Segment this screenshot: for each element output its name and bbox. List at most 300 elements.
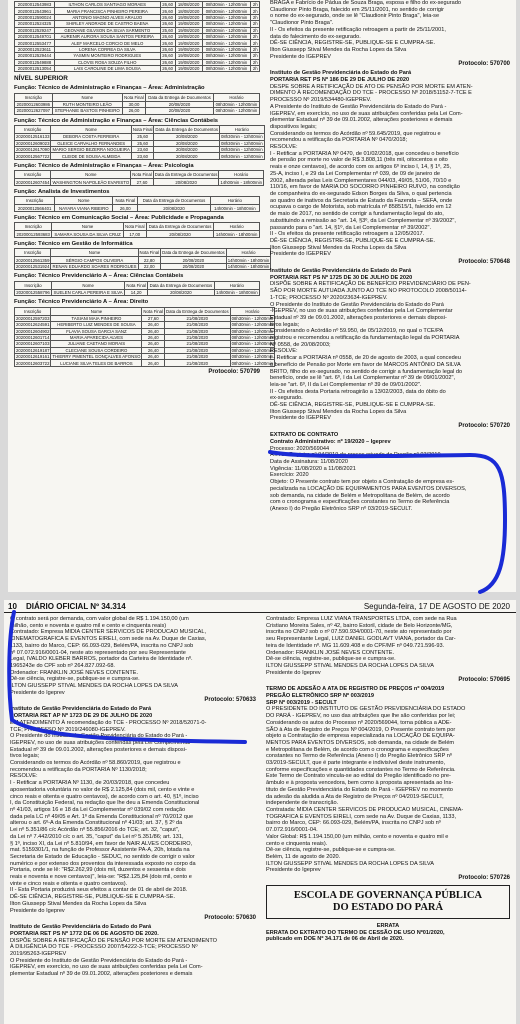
table-header-row	[15, 307, 275, 315]
text-line: constantes no Termo de Referência (Anexo I) do Pregão Eletrônico SRP nº	[266, 753, 452, 760]
table-cell: 25,60	[160, 27, 175, 33]
text-line: Portaria, onde se lê: "R$2.262,99 (dois mil, duzentos e sessenta e dois	[10, 867, 186, 874]
text-line: objeto a Contratação de empresa especializada na LOCAÇÃO DE EQUIPA-	[266, 733, 455, 740]
text-line: Presidente do IGEPREV	[270, 53, 331, 60]
table-cell: 26,40	[142, 360, 165, 366]
table-cell: SÉRGIO CAMPOS OLIVEIRA	[51, 257, 138, 263]
text-line: Valor Global: R$ 1.194.150,00 (um milhão, cento e noventa e quatro mil e	[266, 833, 449, 840]
text-line: benefício, onde se lê "art. 6º, I da Lei Complementar nº 39 de 09/01/2002",	[270, 375, 456, 382]
text-line: Data de Assinatura: 11/08/2020	[270, 459, 348, 465]
text-line: DÊ-SE CIÊNCIA, REGISTRE-SE, PUBLIQUE-SE E CUMPRA-SE.	[10, 894, 176, 901]
text-line: Legal, IVALDO KLEBER BARROS, portador da Carteira de Identidade nº.	[10, 656, 193, 663]
act-heading: PORTARIA RET AP Nº 1723 DE 29 DE JULHO DE 2020	[10, 713, 153, 720]
text-line: Considerando os autos do Processo nº 2020/569044, torna pública a ADE-	[266, 719, 452, 726]
table-row	[15, 179, 264, 185]
protocol-number: Protocolo: 570648	[458, 259, 510, 266]
section-title: Função: Técnico de Administração e Finanças – Área: Psicologia	[14, 162, 194, 169]
text-line: Presidente do Igeprev	[266, 867, 321, 874]
table-cell: 08h30min - 12h00min	[221, 153, 263, 159]
table-cell: DEBORA COSTA FERREIRA	[51, 134, 131, 140]
column-header: Nome	[55, 197, 113, 205]
column-header: Data da Entrega de Documentos	[166, 308, 229, 314]
text-line: Ilton Giussepp Stival Mendes da Rocha Lopes da Silva	[270, 244, 407, 251]
table-cell: ILTHON CARLOS SANTIAGO MORAES	[54, 2, 160, 8]
table-cell: SAMARA SOUSA DA SILVA CRUZ	[52, 231, 123, 237]
text-line: Presidente do IGEPREV	[270, 415, 331, 422]
table-cell: 25,60	[131, 140, 154, 146]
table-cell: YASMIN MONTEIRO RODRIGUES	[54, 53, 160, 59]
text-line: ocupava o cargo de Motorista, sob matrícula nº 858515/1, falecido em 12	[270, 204, 452, 211]
text-line: Dê-se ciência, registre-se, publique-se e cumpra-se.	[266, 847, 396, 854]
table-row	[15, 147, 265, 153]
table-cell: 20200012513054	[15, 65, 55, 71]
text-line: SÃO à Ata de Registro de Preços Nº 004/2019, O Presente contrato tem por	[266, 726, 456, 733]
text-line: Claudionor Pinto Braga, falecido em 25/11/2001, no sentido de corrigir	[270, 6, 445, 13]
table-cell: HERIBERTO LUIZ MENDES DE SOUSA	[51, 322, 142, 328]
protocol-number: Protocolo: 570799	[208, 368, 260, 375]
text-line: âmbulo e à proposta vencedora, bem como à proposta apresentada ao Ins-	[266, 780, 454, 787]
table-row	[15, 65, 260, 71]
table-cell: 20200012549888	[15, 59, 55, 65]
page-number: 10	[8, 602, 17, 611]
table-cell: 08h30min - 12h00min	[231, 322, 274, 328]
act-heading: PORTARIA RET PS Nº 186 DE 29 DE JULHO DE 2020	[270, 77, 410, 84]
table-cell: 21/08/2020	[165, 334, 231, 340]
term-heading: PREGÃO ELETRÔNICO SRP Nº 003/2019	[266, 693, 374, 700]
table-cell: 2h	[252, 53, 258, 59]
protocol-number: Protocolo: 570726	[458, 875, 510, 882]
table-cell: SHIRLEY ANDRADE DE CASTRO BAENA	[54, 21, 160, 27]
text-line: tituto de Gestão Previdenciária do Estado do Pará - IGEPREV no momento	[266, 786, 453, 793]
table-cell: 26,60	[160, 33, 175, 39]
table-cell: 20/08/2020	[146, 108, 214, 114]
column-header: Nome	[52, 93, 122, 101]
text-line: DÊ-SE CIÊNCIA, REGISTRE-SE, PUBLIQUE-SE E CUMPRA-SE.	[270, 402, 436, 409]
text-line: Dê-se ciência, registre-se, publique-se e cumpra-se.	[10, 676, 140, 683]
text-line: À DILIGÊNCIA DO TCE - PROCESSO 2007/54222-3-TCE; PROCESSO Nº	[10, 944, 198, 951]
text-line: RESOLVE:	[10, 773, 38, 780]
text-line: Presidente do IGEPREV	[270, 251, 331, 258]
text-line: substituindo a remissão ao "art. 14, §3º, da Lei Complementar nº 39/2002",	[270, 217, 456, 224]
table-cell: 21/08/2020	[165, 322, 231, 328]
candidate-table	[14, 1, 260, 72]
text-line: aposentadoria voluntária no valor de R$ 2.125,84 (dois mil, cento e vinte e	[10, 786, 195, 793]
text-line: Nº 0558, de 20/08/2003;	[270, 341, 331, 348]
table-cell: 20200012529247	[15, 27, 55, 33]
text-line: teira de Identidade nº. MG 11.609.408 e do CPF/MF nº 049.721.596-93.	[266, 642, 445, 649]
column-header: Inscrição	[15, 281, 52, 289]
table-cell: 08h30min - 12h00min	[213, 108, 259, 114]
table-cell: ANTONIO MAGNO ALVES ARAUJO	[54, 14, 160, 20]
table-cell: 2h	[252, 34, 258, 40]
text-line: Considerando os termos do Acórdão nº 58.860/2019, que registrou e	[10, 760, 181, 767]
table-header-row	[15, 249, 271, 257]
text-line: Presidente do Igeprev	[10, 689, 65, 696]
column-header: Inscrição	[15, 307, 51, 315]
table-cell: 20200012549701	[15, 33, 55, 39]
column-header: Data da Entrega de Documentos	[162, 250, 225, 256]
candidate-table	[14, 281, 260, 296]
table-cell: 21/08/2020	[165, 347, 231, 353]
text-line: RESOLVE:	[270, 348, 298, 355]
table-cell: THIERRY PIMENTEL GONÇALVES AFONSO	[52, 354, 141, 360]
candidate-table	[14, 93, 260, 115]
table-cell: 26,40	[142, 322, 165, 328]
text-line: ao quadro de inativos da Secretaria de Estado da Fazenda – SEFA, onde	[270, 197, 453, 204]
text-line: -IGEPREV, no uso de suas atribuições conferidas pela Lei Complementar	[270, 308, 453, 315]
table-cell: MARIA FRANCISCA PINHEIRO PEREIRA	[54, 8, 160, 14]
table-cell: 27,60	[131, 179, 154, 185]
table-header-row	[15, 223, 260, 231]
text-line: plementar Estadual nº 39 de 09.01.2002, alterações posteriores e demais	[10, 971, 193, 978]
text-line: TCE; PROCESSO Nº 2019/246080-IGEPREV.	[10, 726, 126, 733]
text-line: Contratado: Empresa MIDIA CENTER SERVICOS DE PRODUCAO MUSICAL,	[10, 629, 207, 636]
text-line: tivos legais;	[270, 321, 300, 328]
text-line: Considerando o Acórdão nº 59.950, de 05/12/2019, no qual o TCE/PA	[270, 328, 444, 335]
table-cell: 20200012543961	[15, 8, 55, 14]
text-line: 110/16, em favor de MARIA DO SOCORRO PINHEIRO RUIVO, na condição	[270, 184, 460, 191]
table-cell: 26,40	[142, 354, 165, 360]
text-line: Objeto: O Presente contrato tem por objeto a Contratação de empresa es-	[270, 479, 455, 486]
text-line: data do falecimento do ex-segurado.	[270, 33, 361, 40]
table-cell: 26,60	[160, 14, 175, 20]
table-cell: LAIS CAROLINE DE LIMA SOUSA	[54, 65, 160, 71]
table-cell: 08h30min - 12h00min	[202, 2, 251, 8]
text-line: Exercício: 2020	[270, 472, 309, 479]
bottom-right-column	[266, 616, 510, 943]
table-cell: STEPHANIE BASTOS PINHEIRO	[52, 108, 122, 114]
text-line: de companheira do ex-segurado Edson Borges da Silva, o qual pertencia	[270, 190, 452, 197]
text-line: mat. 5159301/1, na função de Professor Assistente PA-A, 20h, lotada na	[10, 847, 190, 854]
text-line: ILTON GIUSSEPP STIVAL MENDES DA ROCHA LOPES DA SILVA	[266, 662, 434, 669]
protocol-number: Protocolo: 570633	[204, 697, 256, 704]
table-cell: 26,60	[160, 59, 175, 65]
text-line: SÃO POR MORTE AUTUADA JUNTO AO TCE NO PROTOCOLO 2008/50114-	[270, 288, 467, 295]
candidate-table	[14, 196, 260, 211]
table-cell: 20200012604902	[16, 328, 50, 334]
table-cell: LORENA CORREA DA SILVA	[54, 46, 160, 52]
table-cell: 14h00min - 18h00min	[216, 289, 258, 295]
text-line: Ilton Giussepp Stival Mendes da Rocha Lopes da Silva	[270, 408, 407, 415]
table-cell: 25,60	[131, 134, 154, 140]
text-line: IGEPREV, no uso de suas atribuições conferidas pela Lei Complementar	[10, 739, 191, 746]
protocol-number: Protocolo: 570700	[458, 61, 510, 68]
text-line: DISPÕE SOBRE A RETIFICAÇÃO DE BENEFÍCIO PREVIDENCIÁRIO DE PEN-	[270, 281, 471, 288]
text-line: II - Esta Portaria produzirá seus efeitos a contar de 01 de abril de 2018.	[10, 887, 188, 894]
column-header: Horário	[210, 197, 259, 205]
candidate-table	[14, 170, 264, 185]
errata-title: ERRATA	[376, 923, 400, 930]
table-cell: 20200012607454	[16, 179, 50, 185]
column-header: Nota Final	[126, 282, 146, 288]
table-cell: ALEF MARCELO CORCIO DE MELO	[54, 40, 160, 46]
text-line: seu Representante Legal, LUIZ DANIEL GODLAVT VIANA, portador da Car-	[266, 636, 456, 643]
column-header: Horário	[214, 223, 260, 231]
table-header-row	[15, 281, 260, 289]
table-cell: 21/08/2020	[165, 328, 231, 334]
act-heading: PORTARIA RET PS Nº 1772 DE 06 DE AGOSTO DE 2020.	[10, 930, 159, 937]
text-line: bairro do Marco, CEP: 66.093-029, Belém/PA, inscrita no CNPJ sob nº	[266, 820, 441, 827]
table-cell: GEOVANE GILVSON DA SILVA SARMENTO	[54, 27, 160, 33]
text-line: numérico e por extenso dos proventos da interessada exposto no corpo da	[10, 860, 196, 867]
text-line: BRAGA e Fabrício de Pádua de Souza Braga, esposa e filho do ex-segurado	[270, 0, 461, 6]
column-header: Data da Entrega de Documentos	[154, 172, 218, 178]
top-right-column	[270, 0, 510, 513]
table-cell: 14h00min - 18h00min	[227, 257, 270, 263]
table-header-row	[15, 93, 260, 101]
level-heading: NÍVEL SUPERIOR	[14, 75, 68, 83]
table-cell: 19/08/2020	[175, 33, 202, 39]
text-line: da adesão da aludida a Ata de Registro de Preços nº 04/2019-SECULT,	[266, 793, 444, 800]
text-line: ILTON GIUSSEPP STIVAL MENDES DA ROCHA LOPES DA SILVA	[266, 860, 434, 867]
table-header-row	[15, 197, 260, 205]
institution-box	[266, 885, 510, 919]
table-cell: 14,20	[125, 289, 148, 295]
text-line: 2019/95263-IGEPREV	[10, 951, 67, 958]
act-heading: Instituto de Gestão Previdenciária do Estado do Pará	[270, 268, 412, 275]
table-cell: 08h30min - 12h00min	[202, 14, 251, 20]
table-cell: 08h30min - 12h00min	[202, 21, 251, 27]
text-line: DIMENTO À RECOMENDAÇÃO DO TCE - PROCESSO Nº 2018/51152-7-TCE E	[270, 90, 472, 97]
text-line: II - Os efeitos da presente retificação retroagem a partir de 25/11/2001,	[270, 26, 446, 33]
table-cell: 26,60	[160, 21, 175, 27]
text-line: 25-A, inciso I, e 29 da Lei Complementar nº 039, de 09 de janeiro de	[270, 170, 440, 177]
section-title: Função: Técnico em Comunicação Social – Área: Publicidade e Propaganda	[14, 214, 224, 221]
table-cell: 20200012601714	[16, 335, 50, 341]
table-cell: 20200012609023	[16, 140, 50, 146]
top-left-column	[14, 0, 274, 378]
text-line: reais e noventa e nove centavos)", leia-se: "R$2.125,84 (dois mil, cento e	[10, 874, 192, 881]
table-cell: 2h	[252, 27, 258, 33]
text-line: passando para o "art. 14, §1º, da Lei Complementar nº 39/2002".	[270, 224, 432, 231]
table-cell: 14h00min - 18h00min	[227, 263, 270, 269]
table-cell: 20200012516133	[16, 134, 50, 140]
table-cell: 19/08/2020	[175, 59, 202, 65]
section-title: Função: Técnico Previdenciário A – Área: Ciências Contábeis	[14, 273, 184, 280]
errata-line: ERRATA DO EXTRATO DO TERMO DE CESSÃO DE USO Nº01/2020,	[266, 929, 445, 936]
table-cell: 20200012566401	[15, 205, 55, 211]
text-line: o nome do ex-segurado, onde se lê "Claudionir Pinto Braga", leia-se	[270, 13, 440, 20]
table-cell: 2h	[252, 40, 258, 46]
column-header: Inscrição	[15, 126, 51, 134]
table-cell: FLAVIA SOUSA GARCIA SANZ	[51, 328, 142, 334]
text-line: O Presidente do Instituto de Gestão Previdenciária do Estado do Pará -	[10, 733, 188, 740]
text-line: O Presidente do Instituto de Gestão Previdenciária do Estado do Pará	[270, 301, 444, 308]
table-cell: NAYARA VIANA RIBEIRO	[55, 205, 113, 211]
table-row	[15, 205, 260, 211]
table-cell: 20/08/2020	[161, 263, 227, 269]
bottom-left-column	[10, 616, 256, 978]
table-cell: 08h30min - 12h00min	[231, 315, 274, 321]
table-cell: 20/08/2020	[154, 140, 220, 146]
institution-name: DO ESTADO DO PARÁ	[332, 902, 444, 914]
column-header: Nota Final	[143, 308, 164, 314]
text-line: com o cronograma e especificações constantes no Termo de Referência	[270, 499, 450, 506]
table-cell: 17,00	[123, 231, 146, 237]
text-line: EM ATENDIMENTO À recomendação do TCE - PROCESSO Nº 2018/52071-0-	[10, 719, 207, 726]
table-cell: 08h30min - 12h00min	[221, 147, 263, 153]
text-line: tivos legais;	[10, 753, 40, 760]
table-cell: 19/08/2020	[175, 27, 202, 33]
table-cell: 20200012543983	[15, 2, 55, 8]
table-cell: MARIA APARECIDA ALVES	[51, 334, 142, 340]
text-line: recomendou a retificação da PORTARIA Nº 0470/2018;	[270, 137, 408, 144]
table-cell: WASHINGTON NAPOLEÃO EVARISTO	[52, 179, 130, 185]
column-header: Inscrição	[15, 223, 52, 231]
text-line: I - Retificar a PORTARIA Nº 1130, de 20/03/2018, que concedeu	[10, 780, 170, 787]
table-cell: 20200012561359	[16, 257, 50, 263]
table-row	[15, 108, 260, 114]
text-line: reais e onze centavos), de acordo com os artigos 6º inciso I, 14, § 1º, 25,	[270, 164, 452, 171]
text-line: independente de transcrição.	[266, 800, 339, 807]
table-cell: 26,60	[160, 65, 175, 71]
table-cell: JULIANE CAETANO MORAIS	[51, 341, 142, 347]
column-header: Nome	[52, 223, 123, 231]
section-title: Função: Técnico de Administração e Finanças – Área: Ciências Contábeis	[14, 117, 219, 124]
text-line: de maio de 2017, no sentido de corrigir a fundamentação legal do ato,	[270, 211, 444, 218]
table-cell: 20/08/2020	[138, 205, 210, 211]
text-line: leia-se "art. 6º, II da Lei Complementar nº 39 de 09/01/2002".	[270, 381, 422, 388]
extract-subtitle: Contrato Administrativo: nº 19/2020 – Igeprev	[270, 438, 391, 445]
column-header: Nota Final	[139, 250, 160, 256]
text-line: Ordenador: FRANKLIN JOSÉ NEVES CONTENTE.	[10, 669, 139, 676]
table-cell: RUTH MONTEIRO LEÃO	[52, 101, 122, 107]
text-line: dispositivos legais;	[270, 123, 317, 130]
table-row	[15, 360, 275, 366]
table-cell: 19/08/2020	[175, 46, 202, 52]
errata-line: publicado em DOE Nº 34.171 de 06 de Abril de 2020.	[266, 936, 404, 943]
table-cell: 2h	[252, 21, 258, 27]
bottom-clipping	[4, 600, 516, 1024]
text-line: 2002, alterada pelas Leis Complementares 044/03, 49/05, 51/06, 70/10 e	[270, 177, 452, 184]
table-cell: 18/08/2020	[175, 2, 202, 8]
column-header: Nome	[51, 126, 131, 134]
table-cell: 26,40	[142, 347, 165, 353]
text-line: DÊ-SE CIÊNCIA, REGISTRE-SE, PUBLIQUE-SE E CUMPRA-SE.	[270, 40, 436, 47]
text-line: A Presidente do Instituto de Gestão Previdenciária do Estado do Pará -	[270, 103, 447, 110]
table-cell: 26,60	[160, 46, 175, 52]
text-line: PROCESSO Nº 2019/534480-IGEPREV.	[270, 97, 372, 104]
extract-title: EXTRATO DE CONTRATO	[270, 432, 339, 439]
table-cell: 21/08/2020	[165, 360, 231, 366]
table-cell: 2h	[252, 59, 258, 65]
text-line: Presidente do Igeprev	[266, 669, 321, 676]
table-cell: RENAN EDUARDO SOARES RODRIGUES	[52, 263, 137, 269]
protocol-number: Protocolo: 570630	[204, 915, 256, 922]
column-header: Horário	[214, 281, 259, 289]
table-cell: 20200012603986	[15, 101, 53, 107]
text-line: O PRESIDENTE DO INSTITUTO DE GESTÃO PREVIDENCIÁRIA DO ESTADO	[266, 706, 466, 713]
table-cell: 08h30min - 12h00min	[231, 354, 274, 360]
text-line: O Presidente do Instituto de Gestão Previdenciária do Estado do Pará -	[10, 957, 188, 964]
table-cell: 08h30min - 12h00min	[202, 40, 251, 46]
text-line: Cristiano Moreira Sales, nº 42, bairro Estoril, cidade de Belo Horizonte/MG,	[266, 622, 453, 629]
text-line: 1-TCE; PROCESSO Nº 2020/23634-IGEPREV.	[270, 294, 388, 301]
text-line: recomendou a retificação da PORTARIA Nº 1130/2018;	[10, 766, 147, 773]
protocol-number: Protocolo: 570720	[458, 423, 510, 430]
table-row	[15, 153, 265, 159]
column-header: Horário	[213, 93, 259, 101]
protocol-number: Protocolo: 570695	[458, 677, 510, 684]
table-cell: AURENIR AURORA SOUSA SANTOS PEREIRA	[54, 33, 160, 39]
term-heading: TERMO DE ADESÃO A ATA DE REGISTRO DE PREÇOS nº 004/2019	[266, 686, 445, 693]
table-cell: 08h30min - 12h00min	[202, 27, 251, 33]
table-cell: 20200012619161	[16, 354, 50, 360]
table-header-row	[15, 171, 264, 179]
column-header: Horário	[230, 307, 275, 315]
column-header: Nome	[51, 171, 131, 179]
table-cell: 20200012603722	[16, 360, 50, 366]
table-cell: 20200012590024	[15, 14, 55, 20]
table-cell: 08h30min - 12h00min	[221, 134, 263, 140]
text-line: Este Termo de Contrato vincula-se ao edital do Pregão identificado no pre-	[266, 773, 451, 780]
text-line: Ilton Giussepp Stival Mendes da Rocha Lopes da Silva	[270, 46, 407, 53]
table-cell: 08h30min - 12h00min	[231, 360, 274, 366]
candidate-table	[14, 248, 271, 270]
text-line: vinte e cinco reais e oitenta e quatro centavos).	[10, 880, 128, 887]
column-header: Nota Final	[113, 197, 138, 205]
text-line: I - Retificar a PORTARIA Nº 0470, de 01/02/2018, que concedeu o benefício	[270, 150, 459, 157]
table-cell: 23,60	[131, 153, 154, 159]
table-cell: MARIO SERGIO BEZERRA NOGUEIRA	[52, 147, 130, 153]
table-cell: 20200012619187	[16, 347, 50, 353]
table-cell: 08h30min - 12h00min	[202, 65, 251, 71]
candidate-table	[14, 125, 265, 160]
table-cell: 26,40	[142, 341, 165, 347]
column-header: Inscrição	[15, 171, 51, 179]
table-cell: 20200012531924	[16, 263, 50, 269]
text-line: ILTON GIUSSEPP STIVAL MENDES DA ROCHA LOPES DA SILVA	[10, 683, 178, 690]
text-line: IGEPREV, em exercício, no uso de suas atribuições conferidas pela Lei Com-	[270, 110, 463, 117]
table-cell: 08h30min - 12h00min	[202, 8, 251, 14]
table-cell: 26,40	[142, 334, 165, 340]
table-cell: GLEICE CARVALHO FERNANDES	[51, 140, 131, 146]
text-line: 1965243e do CPF sob nº 264.827.092-68.	[10, 662, 115, 669]
table-cell: 20/08/2020	[154, 147, 220, 153]
text-line: Contratado: Empresa LUIZ VIANA TRANSPORTES LTDA, com sede na Rua	[266, 616, 457, 622]
table-cell: 20/08/2020	[154, 153, 220, 159]
text-line: Estadual nº 39 de 09.01.2002, alterações posteriores e demais disposi-	[270, 314, 447, 321]
text-line: ex-segurado.	[270, 395, 303, 402]
table-cell: 21/08/2020	[165, 341, 231, 347]
section-title: Função: Técnico de Administração e Finanças – Área: Administração	[14, 85, 205, 92]
text-line: Processo: 2020/569044	[270, 445, 330, 452]
column-header: Data da Entrega de Documentos	[146, 223, 213, 231]
text-line: conforme especificações e quantidades constantes no Termo de Referência.	[266, 766, 456, 773]
column-header: Nome	[51, 307, 142, 315]
table-cell: CLOVIS ROSA SOUZA FILHO	[54, 59, 160, 65]
table-cell: 26,60	[160, 53, 175, 59]
text-line: Dê-se ciência, registre-se, publique-se e cumpra-se.	[266, 656, 396, 663]
text-line: Contratada: MIDIA CENTER SERVICOS DE PRODUCAO MUSICAL, CINEMA-	[266, 806, 464, 813]
table-cell: 2h	[252, 14, 258, 20]
column-header: Data da Entrega de Documentos	[149, 282, 213, 288]
text-line: DISPÕE SOBRE A RETIFICAÇÃO DE PENSÃO POR MORTE EM ATENDIMENTO	[10, 937, 218, 944]
column-header: Horário	[219, 171, 264, 179]
table-cell: 18/08/2020	[175, 8, 202, 14]
act-heading: Instituto de Gestão Previdenciária do Estado do Pará	[270, 70, 412, 77]
table-cell: 20200012553477	[15, 40, 55, 46]
table-cell: 20200012607103	[16, 341, 50, 347]
masthead-title: DIÁRIO OFICIAL Nº 34.314	[26, 602, 126, 611]
table-cell: TASIANI MAIA PINHEIRO	[51, 315, 142, 321]
table-cell: 08h30min - 12h00min	[202, 59, 251, 65]
candidate-table	[14, 222, 260, 237]
text-line: Secretaria de Estado de Educação - SEDUC, no sentido de corrigir o valor	[10, 853, 195, 860]
table-cell: 14h00min - 18h00min	[214, 231, 260, 237]
table-cell: 21/08/2020	[165, 354, 231, 360]
table-cell: 20200012617090	[16, 147, 50, 153]
